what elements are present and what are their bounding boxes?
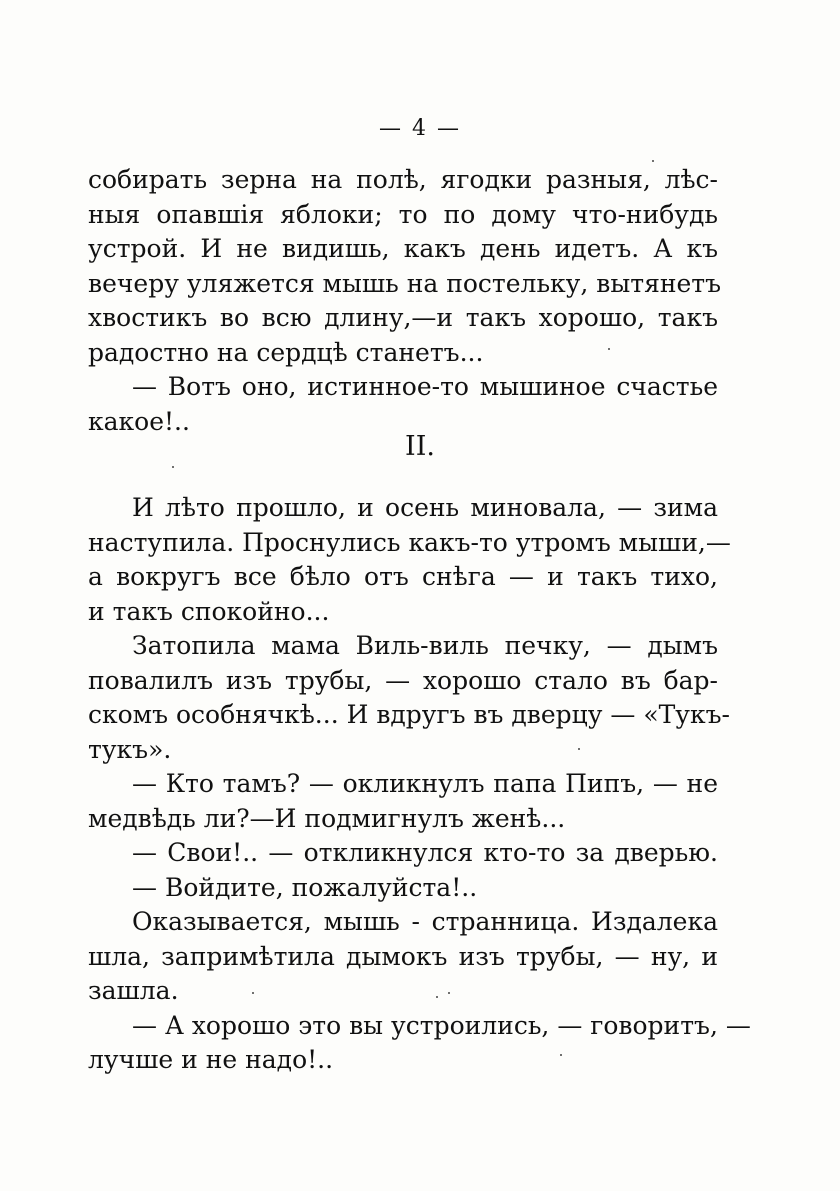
text-line: шла, запримѣтила дымокъ изъ трубы, — ну, и [88, 941, 718, 971]
text-line: какое!.. [88, 406, 190, 436]
text-line: повалилъ изъ трубы, — хорошо стало въ бар- [88, 665, 718, 695]
text-line: медвѣдь ли?—И подмигнулъ женѣ... [88, 803, 566, 833]
paper-speck [448, 992, 450, 994]
text-line: устрой. И не видишь, какъ день идетъ. А къ [88, 234, 718, 263]
text-line: а вокругъ все бѣло отъ снѣга — и такъ тихо, [88, 562, 718, 591]
paper-speck [608, 348, 610, 350]
paper-speck [560, 1054, 562, 1056]
text-line: — Войдите, пожалуйста!.. [132, 872, 478, 902]
text-line: лучше и не надо!.. [88, 1045, 334, 1074]
text-line: радостно на сердцѣ станетъ... [88, 337, 484, 367]
text-line: вечеру уляжется мышь на постельку, вытянетъ [88, 268, 722, 298]
text-line: ныя опавшія яблоки; то по дому что-нибудь [88, 199, 718, 229]
paper-speck [172, 466, 174, 468]
text-line: — А хорошо это вы устроились, — говоритъ, — [132, 1010, 751, 1040]
paper-speck [652, 160, 654, 162]
paper-speck [436, 996, 438, 998]
text-line: — Вотъ оно, истинное-то мышиное счастье [132, 372, 718, 401]
text-line: собирать зерна на полѣ, ягодки разныя, лѣс- [88, 165, 718, 194]
text-line: Оказывается, мышь - странница. Издалека [132, 907, 718, 936]
text-line: — Кто тамъ? — окликнулъ папа Пипъ, — не [132, 769, 718, 798]
page-number: — 4 — [379, 116, 461, 141]
text-line: И лѣто прошло, и осень миновала, — зима [132, 493, 718, 522]
paper-speck [252, 992, 254, 994]
text-line: скомъ особнячкѣ... И вдругъ въ дверцу — «Тукъ- [88, 700, 730, 729]
text-line: Затопила мама Виль-виль печку, — дымъ [132, 631, 718, 660]
text-block-1 [88, 163, 722, 439]
chapter-heading: II. [405, 431, 435, 462]
text-line: и такъ спокойно... [88, 596, 330, 626]
text-line: хвостикъ во всю длину,—и такъ хорошо, такъ [88, 303, 718, 332]
text-line: зашла. [88, 976, 179, 1005]
text-line: наступила. Проснулись какъ-то утромъ мыши,— [88, 527, 731, 557]
text-line: — Свои!.. — откликнулся кто-то за дверью. [132, 838, 718, 867]
text-block-2 [88, 491, 751, 1078]
paper-speck [578, 748, 580, 750]
text-line: тукъ». [88, 734, 172, 764]
